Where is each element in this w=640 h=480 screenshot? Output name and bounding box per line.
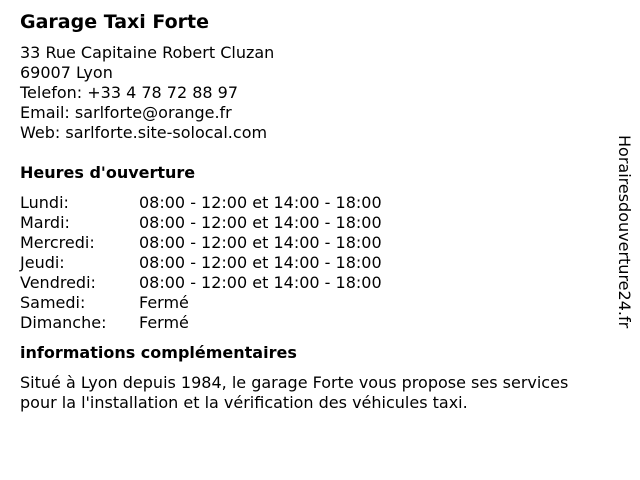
- hours-value: Fermé: [139, 313, 189, 332]
- hours-value: Fermé: [139, 293, 189, 312]
- opening-hours-table: [20, 193, 610, 333]
- city-line: 69007 Lyon: [20, 63, 113, 82]
- business-card: [20, 10, 610, 413]
- hours-day-label: Lundi:: [20, 193, 69, 212]
- hours-row-lundi: [20, 193, 610, 213]
- street-address: 33 Rue Capitaine Robert Cluzan: [20, 43, 275, 62]
- additional-info-text: Situé à Lyon depuis 1984, le garage Forte vous propose ses services pour la l'installation et la vérification des véhicules taxi.: [20, 373, 569, 412]
- opening-hours-heading: Heures d'ouverture: [20, 163, 196, 182]
- hours-day-label: Mardi:: [20, 213, 70, 232]
- hours-day-label: Samedi:: [20, 293, 86, 312]
- hours-day-label: Vendredi:: [20, 273, 96, 292]
- hours-value: 08:00 - 12:00 et 14:00 - 18:00: [139, 213, 382, 232]
- hours-value: 08:00 - 12:00 et 14:00 - 18:00: [139, 253, 382, 272]
- hours-day-label: Mercredi:: [20, 233, 95, 252]
- business-name: Garage Taxi Forte: [20, 11, 210, 33]
- hours-day-label: Dimanche:: [20, 313, 107, 332]
- hours-row-jeudi: [20, 253, 610, 273]
- hours-value: 08:00 - 12:00 et 14:00 - 18:00: [139, 273, 382, 292]
- hours-row-vendredi: [20, 273, 610, 293]
- additional-info-heading: informations complémentaires: [20, 343, 297, 362]
- web-line[interactable]: Web: sarlforte.site-solocal.com: [20, 123, 268, 142]
- hours-row-samedi: [20, 293, 610, 313]
- hours-row-mardi: [20, 213, 610, 233]
- hours-value: 08:00 - 12:00 et 14:00 - 18:00: [139, 193, 382, 212]
- phone-line[interactable]: Telefon: +33 4 78 72 88 97: [20, 83, 239, 102]
- site-watermark: Horairesdouverture24.fr: [615, 135, 634, 329]
- contact-block: [20, 43, 610, 143]
- hours-row-mercredi: [20, 233, 610, 253]
- email-line[interactable]: Email: sarlforte@orange.fr: [20, 103, 232, 122]
- hours-day-label: Jeudi:: [20, 253, 65, 272]
- hours-row-dimanche: [20, 313, 610, 333]
- hours-value: 08:00 - 12:00 et 14:00 - 18:00: [139, 233, 382, 252]
